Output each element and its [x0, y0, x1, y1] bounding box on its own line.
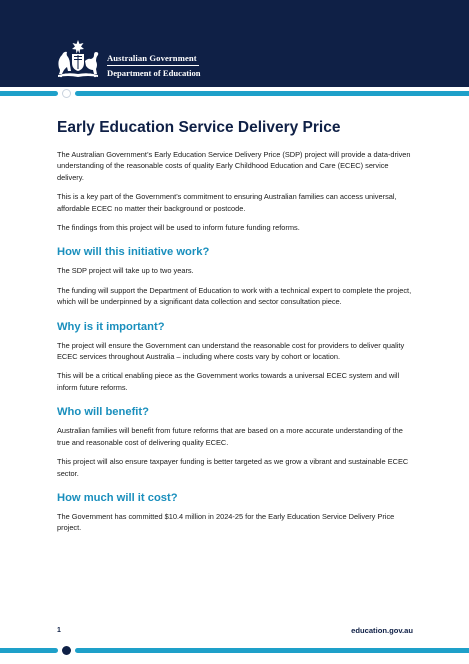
document-body	[57, 118, 412, 542]
section-heading: How much will it cost?	[57, 491, 178, 504]
bottom-accent-bar	[0, 645, 469, 655]
header-banner	[0, 0, 469, 87]
section-heading: Why is it important?	[57, 320, 165, 333]
section-paragraph: The funding will support the Department of Education to work with a technical expert to complete the project, which will be underpinned by a significant data collection and sector consultation piece.	[57, 285, 412, 307]
coat-of-arms-icon	[52, 38, 104, 80]
section-paragraph: Australian families will benefit from future reforms that are based on a more accurate understanding of the true and reasonable cost of delivering quality ECEC.	[57, 426, 403, 447]
section-heading: Who will benefit?	[57, 406, 149, 419]
wordmark-divider	[107, 65, 199, 66]
page-number: 1	[57, 627, 61, 634]
intro-paragraph: This is a key part of the Government’s commitment to ensuring Australian families can access universal, affordable ECEC no matter their background or postcode.	[57, 192, 397, 213]
section-paragraph: The SDP project will take up to two years.	[57, 266, 194, 276]
section-paragraph: The Government has committed $10.4 million in 2024-25 for the Early Education Service Delivery Price project.	[57, 511, 395, 533]
top-accent-bar	[0, 88, 469, 98]
website-link[interactable]: education.gov.au	[351, 626, 413, 635]
section-paragraph: The project will ensure the Government can understand the reasonable cost for providers to deliver quality ECEC services throughout Australia – including where costs vary by cohort or location.	[57, 340, 405, 362]
department-name: Department of Education	[107, 68, 201, 78]
page-title: Early Education Service Delivery Price	[57, 119, 341, 136]
accent-segment-right	[75, 648, 469, 653]
government-wordmark	[107, 53, 201, 79]
section-paragraph: This project will also ensure taxpayer funding is better targeted as we grow a vibrant and sustainable ECEC sector.	[57, 457, 409, 478]
section-paragraph: This will be a critical enabling piece as the Government works towards a universal ECEC system and will inform future reforms.	[57, 371, 400, 392]
accent-segment-left	[0, 648, 58, 653]
accent-dot	[62, 89, 71, 98]
intro-paragraph: The Australian Government’s Early Education Service Delivery Price (SDP) project will provide a data-driven understanding of the reasonable costs of quality Early Childhood Education and Care (ECEC) service delivery.	[57, 150, 411, 182]
accent-segment-left	[0, 91, 58, 96]
accent-dot	[62, 646, 71, 655]
intro-paragraph: The findings from this project will be used to inform future funding reforms.	[57, 223, 300, 233]
org-name: Australian Government	[107, 53, 197, 63]
accent-segment-right	[75, 91, 469, 96]
section-heading: How will this initiative work?	[57, 246, 210, 259]
